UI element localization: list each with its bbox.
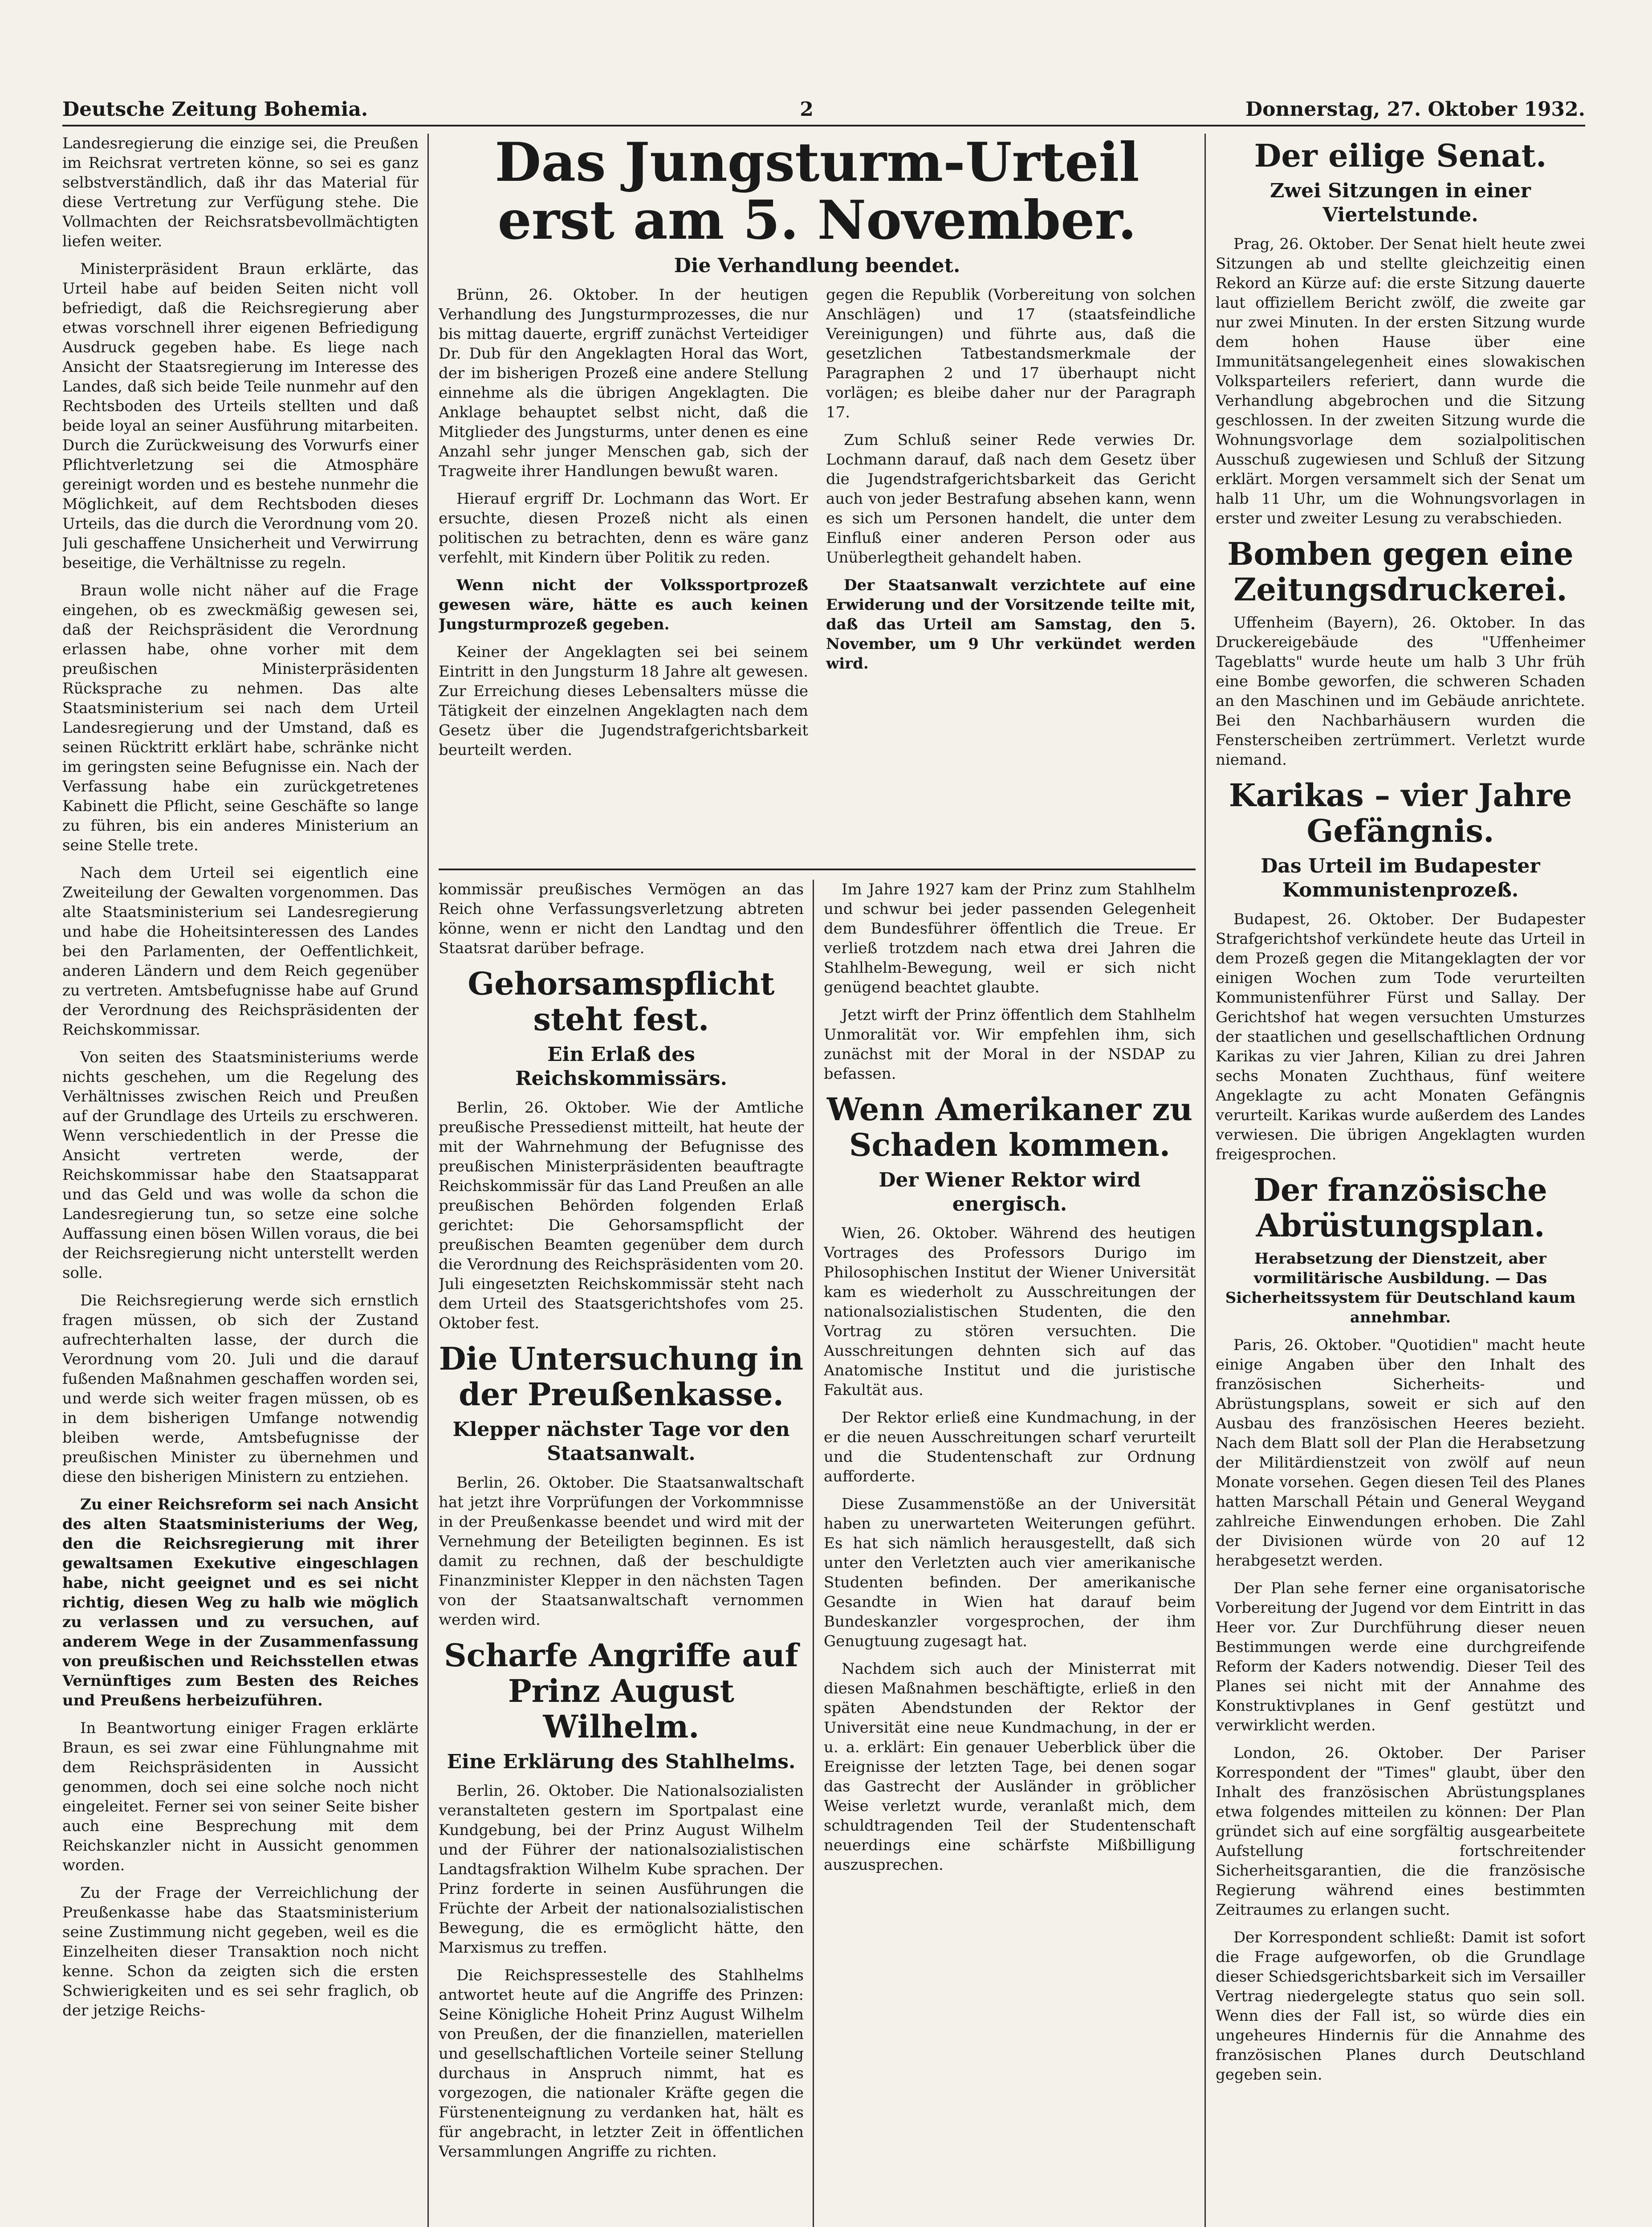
article-text: Im Jahre 1927 kam der Prinz zum Stahlhelm und schwur bei jeder passenden Gelegenheit dem Bundesführer öffentlich die Treue. Er verließ trotzdem nach etwa drei Jahren die Stahlhelm-Bewegung, weil er sich nicht genügend beachtet glaubte. [824,881,1196,996]
abruestung-headline: Der französische Abrüstungsplan. [1253,1171,1547,1244]
column-rule [427,134,429,2227]
article-text: Hierauf ergriff Dr. Lochmann das Wort. Er ersuchte, diesen Prozeß nicht als einen politischen zu betrachten, denn es wäre ganz verfehlt, mit Kindern über Politik zu reden. [439,490,808,567]
article-text: Nachdem sich auch der Ministerrat mit diesen Maßnahmen beschäftigte, erließ in den späten Abendstunden der Rektor der Universität eine neue Kundmachung, in der er u. a. erklärt: Ein genauer Ueberblick über die Ereignisse der letzten Tage, bei denen sogar das Gastrecht der Ausländer in gröblicher Weise verletzt wurde, veranlaßt mich, dem schuldtragenden Teil der Studentenschaft neuerdings eine schärfste Mißbilligung auszusprechen. [824,1660,1196,1874]
scharfe-headline: Scharfe Angriffe auf Prinz August Wilhelm. [444,1637,798,1745]
scharfe-subhead: Eine Erklärung des Stahlhelms. [447,1750,796,1773]
karikas-subhead: Das Urteil im Budapester Kommunistenprozeß. [1261,855,1540,901]
article-text: London, 26. Oktober. Der Pariser Korrespondent der "Times" glaubt, über den Inhalt des französischen Abrüstungsplanes etwa folgendes mitteilen zu können: Der Plan gründet sich auf eine sorgfältig ausgearbeitete Aufstellung fortschreitender Sicherheitsgarantien, die die französische Regierung während eines bestimmten Zeitraumes zu erlangen sucht. [1216,1744,1585,1919]
lead-headline: Das Jungsturm-Urteil erst am 5. November. [495,134,1139,252]
senat-headline: Der eilige Senat. [1254,137,1547,174]
lead-article [439,134,1196,846]
abruestung-subhead: Herabsetzung der Dienstzeit, aber vormilitärische Ausbildung. — Das Sicherheitssystem für Deutschland kaum annehmbar. [1225,1250,1576,1326]
gehorsam-headline: Gehorsamspflicht steht fest. [468,965,775,1038]
gehorsam-subhead: Ein Erlaß des Reichskommissärs. [515,1043,727,1090]
article-text: Paris, 26. Oktober. "Quotidien" macht heute einige Angaben über den Inhalt des französischen Sicherheits- und Abrüstungsplans, soweit er sich auf den Ausbau des französischen Heeres bezieht. Nach dem Blatt soll der Plan die Herabsetzung der Militärdienstzeit von zwölf auf neun Monate vorsehen. Gegen diesen Teil des Planes hatten Marschall Pétain und General Weygand zahlreiche Einwendungen erhoben. Die Zahl der Divisionen würde von 20 auf 12 herabgesetzt werden. [1216,1336,1585,1570]
column-rule [813,880,814,2227]
article-text: Berlin, 26. Oktober. Die Nationalsozialisten veranstalteten gestern im Sportpalast eine Kundgebung, bei der Prinz August Wilhelm und der Führer der nationalsozialistischen Landtagsfraktion Wilhelm Kube sprachen. Der Prinz forderte in seinen Ausführungen die Früchte der Arbeit der nationalsozialistischen Bewegung, die es ermöglicht hätte, den Marxismus zu treffen. [439,1782,804,1957]
article-text: Brünn, 26. Oktober. In der heutigen Verhandlung des Jungsturmprozesses, die nur bis mittag dauerte, ergriff zunächst Verteidiger Dr. Dub für den Angeklagten Horal das Wort, der im bisherigen Prozeß eine andere Stellung einnehme als die übrigen Angeklagten. Die Anklage behauptet selbst nicht, daß die Mitglieder des Jungsturms, unter denen es eine Anzahl sehr junger Menschen gab, sich der Tragweite ihrer Handlungen bewußt waren. [439,286,808,480]
column-2 [439,880,804,2227]
article-text: Zu einer Reichsreform sei nach Ansicht des alten Staatsministeriums der Weg, den die Reichsregierung mit ihrer gewaltsamen Exekutive eingeschlagen habe, nicht geeignet und es sei nicht richtig, diesen Weg zu halb wie möglich zu verlassen und zu versuchen, auf anderem Wege in der Zusammenfassung von preußischen und Reichsstellen etwas Vernünftiges zum Besten des Reiches und Preußens herbeizuführen. [62,1496,419,1709]
column-rule [1204,134,1206,2227]
page-number: 2 [800,98,814,121]
article-text: kommissär preußisches Vermögen an das Reich ohne Verfassungsverletzung abtreten könne, wenn er nicht den Landtag und den Staatsrat darüber befrage. [439,881,804,957]
article-text: Braun wolle nicht näher auf die Frage eingehen, ob es zweckmäßig gewesen sei, daß der Reichspräsident die Verordnung erlassen habe, ohne vorher mit dem preußischen Ministerpräsidenten Rücksprache zu nehmen. Das alte Staatsministerium sei nach dem Urteil Landesregierung und der Umstand, daß es seinen Rücktritt erklärt habe, schränke nicht im geringsten seine Befugnisse ein. Nach der Verfassung habe ein zurückgetretenes Kabinett die Pflicht, seine Geschäfte so lange zu führen, bis ein anderes Ministerium an seine Stelle trete. [62,582,419,854]
amerikaner-subhead: Der Wiener Rektor wird energisch. [879,1169,1141,1215]
article-text: Wien, 26. Oktober. Während des heutigen Vortrages des Professors Durigo im Philosophischen Institut der Wiener Universität kam es wiederholt zu Ausschreitungen der nationalsozialistischen Studenten, die den Vortrag zu stören versuchten. Die Ausschreitungen dehnten sich auf das Anatomische Institut und die juristische Fakultät aus. [824,1224,1196,1399]
untersuchung-subhead: Klepper nächster Tage vor den Staatsanwalt. [452,1418,790,1465]
issue-date: Donnerstag, 27. Oktober 1932. [1245,98,1585,121]
article-text: Landesregierung die einzige sei, die Preußen im Reichsrat vertreten könne, so sei es ganz selbstverständlich, daß ihr das Material für diese Vertretung zur Verfügung stehe. Die Vollmachten der Reichsratsbevollmächtigten liefen weiter. [62,135,419,250]
column-4 [1216,134,1585,2227]
newspaper-title: Deutsche Zeitung Bohemia. [62,98,368,121]
page-header [62,94,1585,126]
article-text: Der Staatsanwalt verzichtete auf eine Erwiderung und der Vorsitzende teilte mit, daß das Urteil am Samstag, den 5. November, um 9 Uhr verkündet werden wird. [826,576,1196,673]
amerikaner-headline: Wenn Amerikaner zu Schaden kommen. [826,1091,1193,1163]
section-rule [439,869,1196,870]
column-3 [824,880,1196,2227]
column-1 [62,134,419,2227]
karikas-headline: Karikas – vier Jahre Gefängnis. [1229,777,1572,849]
article-text: Jetzt wirft der Prinz öffentlich dem Stahlhelm Unmoralität vor. Wir empfehlen ihm, sich zunächst mit der Moral in der NSDAP zu befassen. [824,1006,1196,1083]
article-text: Uffenheim (Bayern), 26. Oktober. In das Druckereigebäude des "Uffenheimer Tageblatts" wurde heute um halb 3 Uhr früh eine Bombe geworfen, die schweren Schaden an den Maschinen und im Gebäude anrichtete. Bei den Nachbarhäusern wurden die Fensterscheiben zertrümmert. Verletzt wurde niemand. [1216,614,1585,769]
article-text: Prag, 26. Oktober. Der Senat hielt heute zwei Sitzungen ab und stellte gleichzeitig einen Rekord an Kürze auf: die erste Sitzung dauerte laut offiziellem Bericht zwölf, die zweite gar nur zwei Minuten. In der ersten Sitzung wurde dem hohen Hause über eine Immunitätsangelegenheit eines slowakischen Volksparteilers referiert, dann wurde die Verhandlung abgebrochen und die Sitzung geschlossen. In der zweiten Sitzung wurde die Wohnungsvorlage dem sozialpolitischen Ausschuß zugewiesen und Schluß der Sitzung erklärt. Morgen versammelt sich der Senat um halb 11 Uhr, um die Wohnungsvorlagen in erster und zweiter Lesung zu verabschieden. [1216,235,1585,527]
article-text: Von seiten des Staatsministeriums werde nichts geschehen, um die Regelung des Verhältnisses zwischen Reich und Preußen auf der Grundlage des Urteils zu erschweren. Wenn verschiedentlich in der Presse die Ansicht vertreten werde, der Reichskommissar habe den Staatsapparat und das Geld und was wolle da schon die Landesregierung tun, so setze eine solche Auffassung einen bösen Willen voraus, die bei der Reichsregierung nicht unterstellt werden solle. [62,1048,419,1282]
article-text: Ministerpräsident Braun erklärte, das Urteil habe auf beiden Seiten nicht voll befriedigt, daß die Reichsregierung aber etwas vorschnell ihrer eigenen Befriedigung Ausdruck gegeben habe. Es liege nach Ansicht der Staatsregierung im Interesse des Landes, daß sich beide Teile nunmehr auf den Rechtsboden des Urteils stellten und daß beide loyal an seiner Ausführung mitarbeiten. Durch die Zurückweisung des Vorwurfs einer Pflichtverletzung sei die Atmosphäre gereinigt worden und es bestehe nunmehr die Möglichkeit, auf dem Rechtsboden dieses Urteils, das die durch die Verordnung vom 20. Juli geschaffene Unsicherheit und Verwirrung beseitige, die Verhältnisse zu regeln. [62,260,419,572]
untersuchung-headline: Die Untersuchung in der Preußenkasse. [439,1340,804,1413]
article-text: Wenn nicht der Volkssportprozeß gewesen wäre, hätte es auch keinen Jungsturmprozeß gegeben. [439,576,808,633]
article-text: Der Rektor erließ eine Kundmachung, in der er die neuen Ausschreitungen scharf verurteilt und die Studentenschaft zur Ordnung aufforderte. [824,1409,1196,1485]
article-text: Budapest, 26. Oktober. Der Budapester Strafgerichtshof verkündete heute das Urteil in dem Prozeß gegen die Mitangeklagten der vor einigen Wochen zum Tode verurteilten Kommunistenführer Fürst und Sallay. Der Gerichtshof hat wegen versuchten Umsturzes der staatlichen und gesellschaftlichen Ordnung Karikas zu vier Jahren, Kilian zu drei Jahren sechs Monaten Zuchthaus, fünf weitere Angeklagte zu acht Monaten Gefängnis verurteilt. Karikas wurde außerdem des Landes verwiesen. Die übrigen Angeklagten wurden freigesprochen. [1216,910,1585,1163]
article-text: Diese Zusammenstöße an der Universität haben zu unerwarteten Weiterungen geführt. Es hat sich nämlich herausgestellt, daß sich unter den Verletzten auch vier amerikanische Studenten befinden. Der amerikanische Gesandte in Wien hat darauf beim Bundeskanzler vorgesprochen, der ihm Genugtuung zugesagt hat. [824,1495,1196,1650]
article-text: gegen die Republik (Vorbereitung von solchen Anschlägen) und 17 (staatsfeindliche Vereinigungen) und führte aus, daß die gesetzlichen Tatbestandsmerkmale der Paragraphen 2 und 17 überhaupt nicht vorlägen; es bleibe daher nur der Paragraph 17. [826,286,1196,421]
article-text: Die Reichsregierung werde sich ernstlich fragen müssen, ob sich der Zustand aufrechterhalten lasse, der durch die Verordnung vom 20. Juli und die darauf fußenden Maßnahmen geschaffen worden sei, und werde sich weiter fragen müssen, ob es in dem bisherigen Umfange notwendig bleiben werde, Amtsbefugnisse der preußischen Minister zu übernehmen und diese den bisherigen Ministern zu entziehen. [62,1292,419,1486]
article-text: Keiner der Angeklagten sei bei seinem Eintritt in den Jungsturm 18 Jahre alt gewesen. Zur Erreichung dieses Lebensalters müsse die Tätigkeit der einzelnen Angeklagten nach dem Gesetz über die Jugendstrafgerichtsbarkeit beurteilt werden. [439,643,808,759]
article-text: Die Reichspressestelle des Stahlhelms antwortet heute auf die Angriffe des Prinzen: Seine Königliche Hoheit Prinz August Wilhelm von Preußen, der die finanziellen, materiellen und gesellschaftlichen Vorteile seiner Stellung durchaus in Anspruch nimmt, hat es vorgezogen, die nationaler Kräfte gegen die Fürstenenteignung zu verdanken hat, hält es für angebracht, in letzter Zeit in öffentlichen Versammlungen Angriffe zu richten. [439,1966,804,2161]
article-text: Berlin, 26. Oktober. Wie der Amtliche preußische Pressedienst mitteilt, hat heute der mit der Wahrnehmung der Befugnisse des preußischen Ministerpräsidenten beauftragte Reichskommissär für das Land Preußen an alle preußischen Behörden folgenden Erlaß gerichtet: Die Gehorsamspflicht der preußischen Beamten gegenüber dem durch die Verordnung des Reichspräsidenten vom 20. Juli eingesetzten Reichskommissär steht nach dem Urteil des Staatsgerichtshofes vom 25. Oktober fest. [439,1099,804,1332]
article-text: Zu der Frage der Verreichlichung der Preußenkasse habe das Staatsministerium seine Zustimmung nicht gegeben, weil es die Einzelheiten dieser Transaktion noch nicht kenne. Schon da zeigten sich die ersten Schwierigkeiten und es sei sehr fraglich, ob der jetzige Reichs- [62,1884,419,2019]
bomben-headline: Bomben gegen eine Zeitungsdruckerei. [1227,535,1574,608]
article-text: Berlin, 26. Oktober. Die Staatsanwaltschaft hat jetzt ihre Vorprüfungen der Vorkommnisse in der Preußenkasse beendet und wird mit der Vernehmung der Beteiligten beginnen. Es ist damit zu rechnen, daß der beschuldigte Finanzminister Klepper in den nächsten Tagen von der Staatsanwaltschaft vernommen werden wird. [439,1474,804,1629]
article-text: Der Plan sehe ferner eine organisatorische Vorbereitung der Jugend vor dem Eintritt in das Heer vor. Zur Durchführung dieser neuen Bestimmungen werde eine durchgreifende Reform der Kaders notwendig. Dieser Teil des Planes sei nicht mit der Annahme des Konstruktivplanes in Genf gestützt und verwirklicht werden. [1216,1579,1585,1734]
article-text: Der Korrespondent schließt: Damit ist sofort die Frage aufgeworfen, ob die Grundlage dieser Schiedsgerichtsbarkeit sich im Versailler Vertrag niedergelegte status quo sein soll. Wenn dies der Fall ist, so würde dies ein ungeheures Hindernis für die Annahme des französischen Planes durch Deutschland gegeben sein. [1216,1929,1585,2084]
article-text: Zum Schluß seiner Rede verwies Dr. Lochmann darauf, daß nach dem Gesetz über die Jugendstrafgerichtsbarkeit das Gericht auch von jeder Bestrafung absehen kann, wenn es sich um Personen handelt, die unter dem Einfluß einer anderen Person oder aus Unüberlegtheit gehandelt haben. [826,431,1196,567]
lead-subhead: Die Verhandlung beendet. [674,254,960,277]
senat-subhead: Zwei Sitzungen in einer Viertelstunde. [1270,179,1531,226]
article-text: Nach dem Urteil sei eigentlich eine Zweiteilung der Gewalten vorgenommen. Das alte Staatsministerium sei Landesregierung und habe die Hoheitsinteressen des Landes bei den Parlamenten, der Oeffentlichkeit, anderen Ländern und dem Reich gegenüber zu vertreten. Amtsbefugnisse habe auf Grund der Verordnung des Reichspräsidenten der Reichskommissar. [62,864,419,1039]
article-text: In Beantwortung einiger Fragen erklärte Braun, es sei zwar eine Fühlungnahme mit dem Reichspräsidenten in Aussicht genommen, doch sei eine solche noch nicht eingeleitet. Ferner sei von seiner Seite bisher auch eine Besprechung mit dem Reichskanzler nicht in Aussicht genommen worden. [62,1719,419,1874]
